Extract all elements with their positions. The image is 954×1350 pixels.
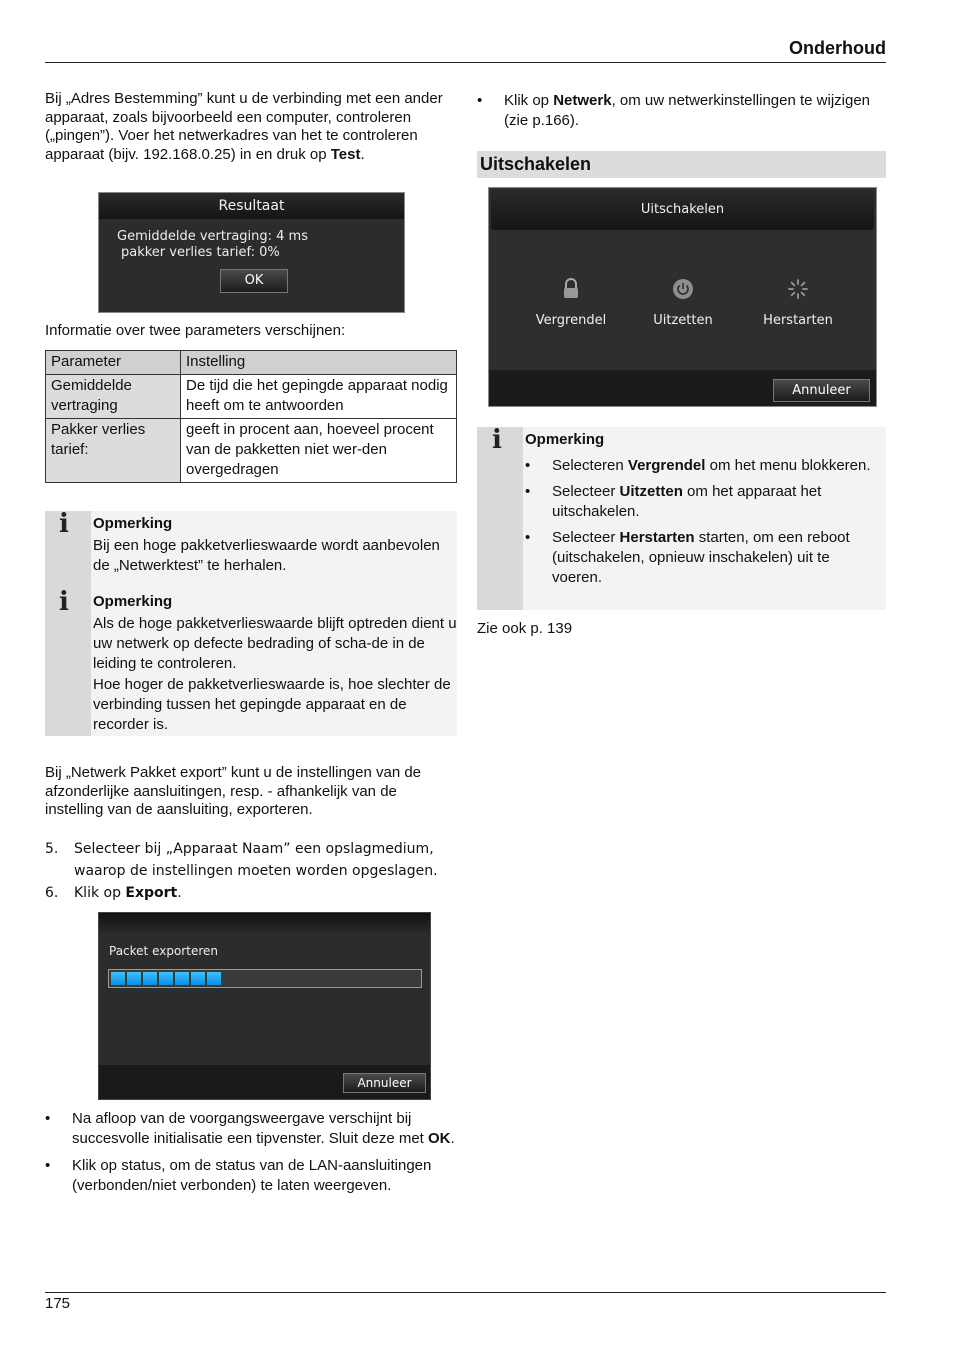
result-line-delay: Gemiddelde vertraging: 4 ms <box>117 229 308 244</box>
list-item: • Selecteren Vergrendel om het menu blokkeren. <box>525 456 880 476</box>
page-number: 175 <box>45 1295 71 1312</box>
progress-segment <box>159 972 173 985</box>
list-item: • Klik op Netwerk, om uw netwerkinstellingen te wijzigen (zie p.166). <box>477 91 886 131</box>
info-text: Informatie over twee parameters verschijnen: <box>45 322 346 339</box>
table-cell: De tijd die het gepingde apparaat nodig heeft om te antwoorden <box>181 375 457 419</box>
list-item: • Selecteer Uitzetten om het apparaat het uitschakelen. <box>525 482 880 522</box>
list-item: 6. Klik op Export. <box>45 885 182 901</box>
steps-list <box>45 838 457 904</box>
shutdown-dialog-screenshot <box>488 187 877 407</box>
table-row <box>46 375 457 419</box>
option-vergrendel[interactable]: Vergrendel <box>535 278 607 331</box>
list-item: • Na afloop van de voorgangsweergave verschijnt bij succesvolle initialisatie een tipvenster. Sluit deze met OK. <box>45 1109 457 1149</box>
table-header-instelling: Instelling <box>181 351 457 375</box>
note-text: Als de hoge pakketverlieswaarde blijft optreden dient u uw netwerk op defecte bedrading of scha-de in de leiding te controleren. <box>93 615 457 672</box>
export-dialog-screenshot <box>98 912 431 1100</box>
shutdown-dialog-title: Uitschakelen <box>491 190 874 230</box>
note-text: Hoe hoger de pakketverlieswaarde is, hoe slechter de verbinding tussen het gepingde apparaat en de recorder is. <box>93 676 451 733</box>
info-icon: i <box>492 425 502 455</box>
progress-segment <box>111 972 125 985</box>
option-uitzetten[interactable]: Uitzetten <box>647 278 719 331</box>
parameter-table <box>45 350 457 483</box>
note-list <box>525 456 880 588</box>
export-progress-bar <box>108 969 422 988</box>
list-item: • Selecteer Herstarten starten, om een reboot (uitschakelen, opnieuw inschakelen) uit te voeren. <box>525 528 880 588</box>
power-icon <box>672 278 694 300</box>
restart-icon <box>787 278 809 300</box>
footer-rule <box>45 1292 886 1293</box>
progress-segment <box>143 972 157 985</box>
left-notes-box <box>45 511 457 736</box>
info-icon: i <box>59 509 69 539</box>
ok-button[interactable]: OK <box>220 269 288 293</box>
note-title: Opmerking <box>93 593 173 610</box>
table-row <box>46 419 457 483</box>
export-progress-fill <box>111 972 221 985</box>
note-title: Opmerking <box>93 515 173 532</box>
note-title: Opmerking <box>525 431 605 448</box>
list-item: • Klik op status, om de status van de LAN-aansluitingen (verbonden/niet verbonden) te laten weergeven. <box>45 1156 457 1196</box>
section-title: Uitschakelen <box>477 151 886 178</box>
table-cell: Pakker verlies tarief: <box>46 419 181 483</box>
list-item: 5. Selecteer bij „Apparaat Naam” een opslagmedium, waarop de instellingen moeten worden opgeslagen. <box>45 841 438 879</box>
lock-icon <box>561 278 581 300</box>
cancel-button[interactable]: Annuleer <box>343 1073 426 1093</box>
note-text: Bij een hoge pakketverlieswaarde wordt aanbevolen de „Netwerktest” te herhalen. <box>93 537 440 574</box>
table-header-parameter: Parameter <box>46 351 181 375</box>
see-also-text: Zie ook p. 139 <box>477 620 573 637</box>
right-bullet-list <box>477 91 886 138</box>
result-dialog-screenshot <box>98 192 405 313</box>
intro-paragraph: Bij „Adres Bestemming” kunt u de verbinding met een ander apparaat, zoals bijvoorbeeld een computer, controleren („pingen”). Voer het netwerkadres van het te controleren apparaat (bijv. 192.168.0.25) in en druk op Test. <box>45 90 443 163</box>
export-paragraph: Bij „Netwerk Pakket export” kunt u de instellingen van de afzonderlijke aansluitingen, resp. - afhankelijk van de instelling van de aansluiting, exporteren. <box>45 764 422 818</box>
option-herstarten[interactable]: Herstarten <box>759 278 837 331</box>
progress-segment <box>175 972 189 985</box>
header-rule <box>45 62 886 63</box>
result-dialog-title: Resultaat <box>99 193 404 219</box>
progress-segment <box>207 972 221 985</box>
progress-segment <box>127 972 141 985</box>
cancel-button[interactable]: Annuleer <box>773 379 870 402</box>
table-cell: geeft in procent aan, hoeveel procent van de pakketten niet wer-den overgedragen <box>181 419 457 483</box>
export-dialog-title: Packet exporteren <box>109 944 218 958</box>
page-header-title: Onderhoud <box>789 38 886 58</box>
info-icon: i <box>59 587 69 617</box>
right-note-box <box>477 427 886 610</box>
table-cell: Gemiddelde vertraging <box>46 375 181 419</box>
left-bullet-list <box>45 1109 457 1203</box>
progress-segment <box>191 972 205 985</box>
result-line-loss: pakker verlies tarief: 0% <box>121 245 280 260</box>
